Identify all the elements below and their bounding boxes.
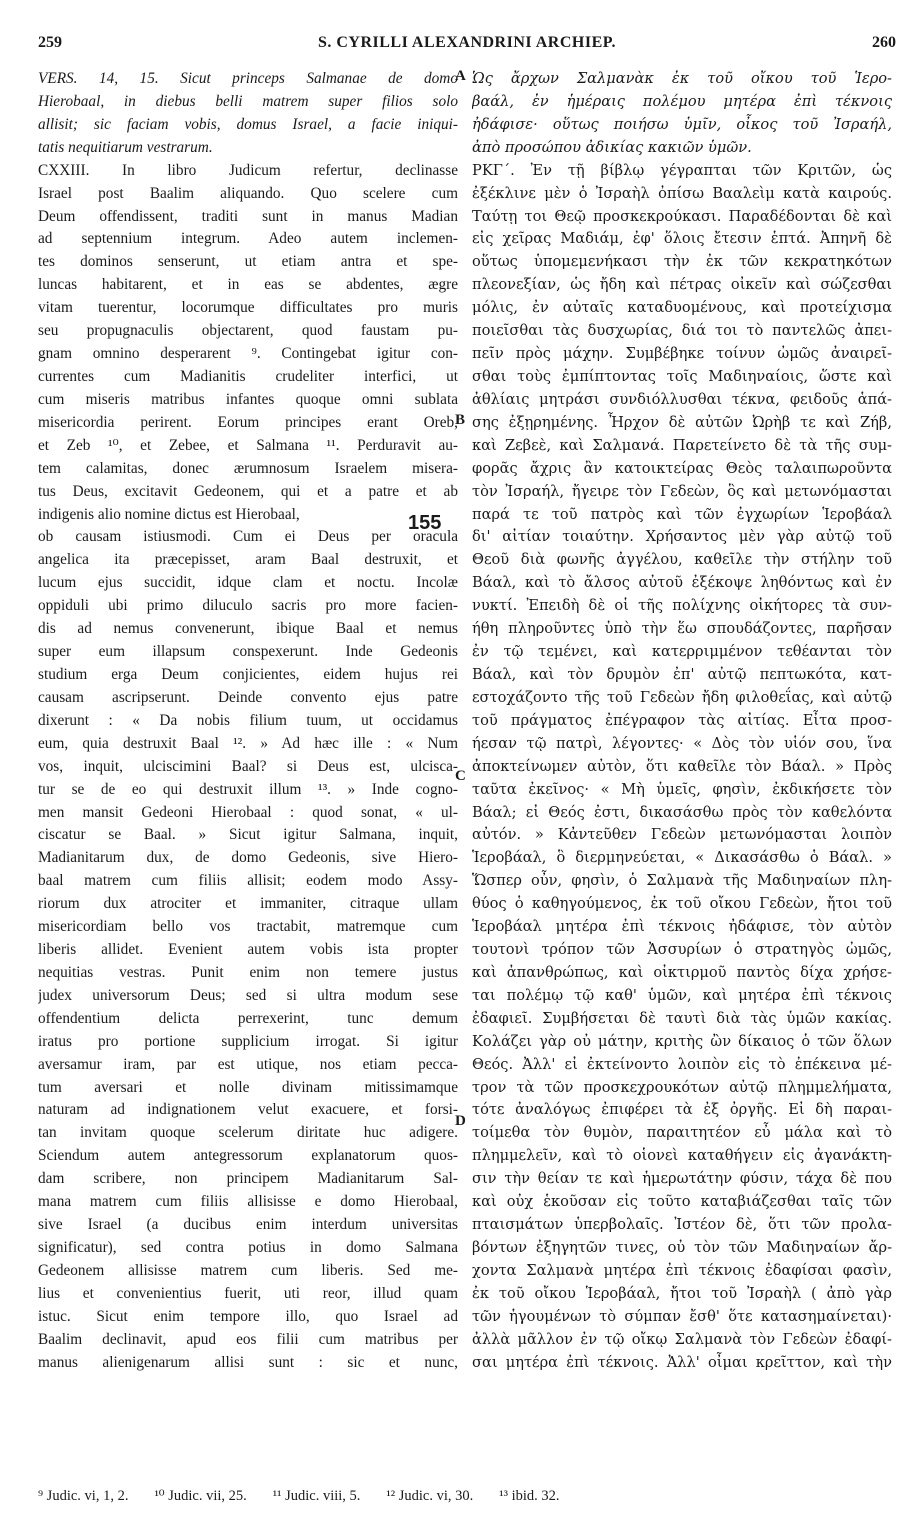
- greek-text-line: ἀπὸ προσώπου ἀδικίας κακιῶν ὑμῶν.: [472, 138, 752, 156]
- latin-text-line: eum, quia destruxit Baal ¹². » Ad hæc ille : « Num: [38, 734, 458, 752]
- latin-text-line: CXXIII. In libro Judicum refertur, declinasse: [38, 161, 458, 179]
- greek-text-line: πεῖν πρὸς μάχην. Συμβέβηκε τοίνυν ὠμῶς ἀναιρεῖ-: [472, 345, 892, 363]
- latin-text-line: istuc. Sicut enim tempore illo, quo Israel ad: [38, 1307, 458, 1325]
- page-number-left: 259: [38, 34, 62, 51]
- greek-text-line: Βάαλ; εἰ Θεός ἐστι, δικασάσθω πρὸς τὸν καθελόντα: [472, 803, 892, 821]
- latin-text-line: ob causam istiusmodi. Cum ei Deus per oracula: [38, 528, 458, 546]
- latin-text-line: currentes cum Madianitis crudeliter interfici, ut: [38, 367, 458, 385]
- latin-text-line: nequitias vestras. Punit enim non temere justus: [38, 963, 458, 981]
- latin-text-line: dixerunt : « Da nobis filium tuum, ut occidamus: [38, 711, 458, 729]
- edition-page-number: 155: [408, 512, 442, 534]
- greek-text-line: εστοχάζοντο τῆς τοῦ Γεδεὼν ἤδη φιλοθεΐας, καὶ αὐτῷ: [472, 688, 892, 706]
- greek-text-line: Ἱεροβάαλ, ὃ διερμηνεύεται, « Δικασάσθω ὁ Βάαλ. »: [472, 849, 892, 867]
- greek-text-line: τότε ἀναλόγως ἐπιφέρει τὰ ἐξ ὀργῆς. Εἰ δὴ παραι-: [472, 1101, 892, 1119]
- latin-text-line: aversamur iram, par est utique, nos etiam pecca-: [38, 1055, 458, 1073]
- greek-text-line: ἀποκτείνωμεν αὐτὸν, ὅτι καθεῖλε τὸν Βάαλ. » Πρὸς: [472, 757, 892, 775]
- latin-text-line: vos, inquit, ulciscimini Baal? si Deus est, ulcisca-: [38, 757, 458, 775]
- latin-text-line: riorum dux atrociter et immaniter, citraque ullam: [38, 895, 458, 913]
- greek-text-line: πταισμάτων ὑπερβολαῖς. Ἰστέον δὲ, ὅτι τῶν προλα-: [472, 1216, 892, 1234]
- latin-text-line: mana matrem cum filiis allisisse e domo Hierobaal,: [38, 1193, 458, 1211]
- greek-text-line: ἀθλίαις μητράσι συνδιόλλυσθαι τέκνα, φειδοῦς ἁπά-: [472, 390, 892, 408]
- greek-text-line: ἐδαφιεῖ. Συμβήσεται δὲ ταυτὶ διὰ τὰς ὑμῶν κακίας.: [472, 1009, 892, 1027]
- greek-text-line: σθαι τοὺς ἐμπίπτοντας τοῖς Μαδιηναίοις, ὥστε καὶ: [472, 367, 892, 385]
- latin-text-line: tum aversari et nolle divinam mitissimamque: [38, 1078, 458, 1096]
- greek-text-line: βόντων ἐξηγητῶν τινες, οὐ τὸν τῶν Μαδιηναίων ἄρ-: [472, 1239, 892, 1257]
- footnotes: [38, 1488, 898, 1505]
- greek-text-line: φορᾶς ἄχρις ἂν κατοικτείρας Θεὸς ταλαιπωροῦντα: [472, 459, 892, 477]
- greek-column: [472, 68, 892, 1375]
- latin-text-line: causam ascripserunt. Deinde convento ejus patre: [38, 688, 458, 706]
- greek-text-line: ποιεῖσθαι τὰς δυσχωρίας, διά τοι τὸ παντελῶς ἀπει-: [472, 322, 892, 340]
- footnote-item: ¹³ ibid. 32.: [499, 1488, 560, 1504]
- greek-text-line: σης ἐξῃρημένης. Ἦρχον δὲ αὐτῶν Ὠρὴβ τε καὶ Ζήβ,: [472, 413, 892, 431]
- latin-text-line: tan invitam quoque scelerum diritate huc adigere.: [38, 1124, 458, 1142]
- greek-text-line: Ταύτῃ τοι Θεῷ προσκεκρούκασι. Παραδέδονται δὲ καὶ: [472, 207, 892, 225]
- latin-text-line: offendentium delicta perrexerint, tunc demum: [38, 1009, 458, 1027]
- running-title: S. CYRILLI ALEXANDRINI ARCHIEP.: [317, 34, 617, 51]
- latin-text-line: et Zeb ¹⁰, et Zebee, et Salmana ¹¹. Perduravit au-: [38, 436, 458, 454]
- latin-text-line: ciscatur se Baal. » Sicut igitur Salmana, inquit,: [38, 826, 458, 844]
- greek-text-line: εἰς χεῖρας Μαδιάμ, ἐφ' ὅλοις ἔτεσιν ἑπτά. Ἀπηνῆ δὲ: [472, 230, 892, 248]
- latin-text-line: dam scribere, non principem Madianitarum Sal-: [38, 1170, 458, 1188]
- latin-text-line: seu propugnaculis objectarent, quod faustam pu-: [38, 322, 458, 340]
- greek-text-line: Ἱεροβάαλ μητέρα ἐπὶ τέκνοις ἠδάφισε, τὸν αὐτὸν: [472, 918, 892, 936]
- greek-text-line: θύος ὁ καθηγούμενος, ἐκ τοῦ οἴκου Γεδεὼν, ἤτοι τοῦ: [472, 895, 892, 913]
- greek-text-line: τουτονὶ τρόπον τῶν Ἀσσυρίων ὁ στρατηγὸς ὠμῶς,: [472, 941, 892, 959]
- latin-text-line: misericordia perirent. Eorum principes erant Oreb,: [38, 413, 458, 431]
- greek-text-line: τὸν Ἰσραήλ, ἤγειρε τὸν Γεδεὼν, ὃς καὶ μετωνόμασται: [472, 482, 892, 500]
- latin-text-line: lius et convenientius fuerit, uti reor, illud quam: [38, 1284, 458, 1302]
- latin-text-line: sive Israel (a ducibus enim interdum universitas: [38, 1216, 458, 1234]
- latin-text-line: luncas habitarent, et in eas se abdentes, ægre: [38, 276, 458, 294]
- greek-text-line: ἀλλὰ μᾶλλον ἐν τῷ οἴκῳ Σαλμανὰ τὸν Γεδεὼν ἐδαφί-: [472, 1330, 892, 1348]
- latin-text-line: tatis nequitiarum vestrarum.: [38, 138, 213, 156]
- footnote-item: ¹⁰ Judic. vii, 25.: [154, 1488, 247, 1504]
- latin-text-line: naturam ad indignationem velut exacuere, et forsi-: [38, 1101, 458, 1119]
- greek-text-line: ήθη πληροῦντες ὑπὸ τὴν ἕω σπουδάζοντες, παρῆσαν: [472, 620, 892, 638]
- greek-text-line: δι' αἰτίαν τοιαύτην. Χρήσαντος μὲν γὰρ αὐτῷ τοῦ: [472, 528, 892, 546]
- greek-text-line: Θεός. Ἀλλ' εἰ ἐκτείνοντο λοιπὸν εἰς τὸ ἐπέκεινα μέ-: [472, 1055, 892, 1073]
- section-marker-b: B: [455, 412, 466, 428]
- greek-text-line: τοίμεθα τὸν θυμὸν, παραιτητέον εὖ μάλα καὶ τὸ: [472, 1124, 892, 1142]
- latin-text-line: men mansit Gedeoni Hierobaal : quod sonat, « ul-: [38, 803, 458, 821]
- latin-text-line: Baalim declinavit, apud eos filii cum matribus per: [38, 1330, 458, 1348]
- latin-text-line: tes dominos senserunt, ut etiam antra et spe-: [38, 253, 458, 271]
- latin-text-line: Gedeonem allisisse matrem cum liberis. Sed me-: [38, 1261, 458, 1279]
- greek-text-line: ἠδάφισε· οὕτως ποιήσω ὑμῖν, οἶκος τοῦ Ἰσραήλ,: [472, 115, 892, 133]
- latin-text-line: Madianitarum dux, de domo Gedeonis, sive Hiero-: [38, 849, 458, 867]
- latin-text-line: tus Deus, excitavit Gedeonem, qui et a patre et ab: [38, 482, 458, 500]
- section-marker-c: C: [455, 768, 466, 784]
- greek-text-line: ἐκ τοῦ οἴκου Ἱεροβάαλ, ἤτοι τοῦ Ἰσραὴλ ( ἀπὸ γὰρ: [472, 1284, 892, 1302]
- latin-text-line: Israel post Baalim aliquando. Quo scelere cum: [38, 184, 458, 202]
- latin-text-line: tur se de eo qui destruxit illum ¹³. » Inde cogno-: [38, 780, 458, 798]
- greek-text-line: ἐν τῷ τεμένει, καὶ κατερριμμένον τεθέανται τὸν: [472, 643, 892, 661]
- greek-text-line: οὕτως ὑπομεμενήκασι τὴν ἐκ τῶν κεκρατηκότων: [472, 253, 892, 271]
- footnote-item: ¹² Judic. vi, 30.: [386, 1488, 474, 1504]
- section-marker-d: D: [455, 1113, 466, 1129]
- greek-text-line: Κολάζει γὰρ οὐ μάτην, κριτὴς ὢν δίκαιος ὁ τῶν ὅλων: [472, 1032, 892, 1050]
- latin-column: [38, 68, 458, 1375]
- latin-text-line: gnam omnino desperarent ⁹. Contingebat igitur con-: [38, 345, 458, 363]
- latin-text-line: angelica ita præcepisset, aram Baal destruxit, et: [38, 551, 458, 569]
- latin-text-line: indigenis alio nomine dictus est Hierobaal,: [38, 505, 300, 523]
- greek-text-line: Ὥσπερ οὖν, φησὶν, ὁ Σαλμανὰ τῆς Μαδιηναίων πλη-: [472, 872, 892, 890]
- greek-text-line: ἐξέκλινε μὲν ὁ Ἰσραὴλ ὀπίσω Βααλεὶμ κατὰ καιρούς.: [472, 184, 892, 202]
- latin-text-line: iratus pro portione supplicium irrogat. Si igitur: [38, 1032, 458, 1050]
- footnote-item: ⁹ Judic. vi, 1, 2.: [38, 1488, 129, 1504]
- latin-text-line: significatur), sed contra potius in domo Salmana: [38, 1239, 458, 1257]
- latin-text-line: allisit; sic faciam vobis, domus Israel, a facie iniqui-: [38, 115, 458, 133]
- greek-text-line: βαάλ, ἐν ἡμέραις πολέμου μητέρα ἐπὶ τέκνοις: [472, 92, 892, 110]
- greek-text-line: καὶ ἀπανθρώπως, καὶ οἰκτιρμοῦ παντὸς δίχα χρήσε-: [472, 963, 892, 981]
- footnote-item: ¹¹ Judic. viii, 5.: [272, 1488, 361, 1504]
- greek-text-line: καὶ οὐχ ἑκοῦσαν εἰς τοῦτο καταβιάζεσθαι ταῖς τῶν: [472, 1193, 892, 1211]
- latin-text-line: judex universorum Deus; sed si ultra modum sese: [38, 986, 458, 1004]
- greek-text-line: καὶ Ζεβεὲ, καὶ Σαλμανά. Παρετείνετο δὲ τὰ τῆς συμ-: [472, 436, 892, 454]
- latin-text-line: liberis allidet. Evenient autem vobis ista propter: [38, 941, 458, 959]
- greek-text-line: Ὡς ἄρχων Σαλμανὰκ ἐκ τοῦ οἴκου τοῦ Ἱερο-: [472, 70, 892, 87]
- latin-text-line: baal matrem cum filiis allisit; eodem modo Assy-: [38, 872, 458, 890]
- latin-text-line: dis ad nemus convenerunt, ibique Baal et nemus: [38, 620, 458, 638]
- greek-text-line: ται πολέμῳ τῷ καθ' ὑμῶν, καὶ μητέρα ἐπὶ τέκνοις: [472, 986, 892, 1004]
- latin-text-line: Deum offendissent, traditi sunt in manus Madian: [38, 207, 458, 225]
- latin-text-line: super eum illapsum conspexerunt. Inde Gedeonis: [38, 643, 458, 661]
- latin-text-line: lucum ejus succidit, idque clam et noctu. Incolæ: [38, 574, 458, 592]
- latin-text-line: oppiduli ubi primo diluculo sacris pro more facien-: [38, 597, 458, 615]
- greek-text-line: ήεσαν τῷ πατρὶ, λέγοντες· « Δὸς τὸν υἱόν σου, ἵνα: [472, 734, 892, 752]
- page-number-right: 260: [872, 34, 896, 51]
- latin-text-line: studium erga Deum conjicientes, eidem hujus rei: [38, 665, 458, 683]
- greek-text-line: ταῦτα ἐκεῖνος· « Μὴ ὑμεῖς, φησὶν, ἐκδικήσετε τὸν: [472, 780, 892, 798]
- latin-text-line: tem calamitas, donec ærumnosum Israelem misera-: [38, 459, 458, 477]
- greek-text-line: σαι μητέρα ἐπὶ τέκνοις. Ἀλλ' οἶμαι κρεῖττον, καὶ τὴν: [472, 1353, 892, 1371]
- latin-text-line: VERS. 14, 15. Sicut princeps Salmanae de domo: [38, 70, 458, 87]
- latin-text-line: Hierobaal, in diebus belli matrem super filios solo: [38, 92, 458, 110]
- greek-text-line: χοντα Σαλμανὰ μητέρα ἐπὶ τέκνοις ἐδαφίσαι φασὶν,: [472, 1261, 892, 1279]
- greek-text-line: τῶν ἡγουμένων τὸ σύμπαν ἔσθ' ὅτε κατασημαίνεται)·: [472, 1307, 892, 1325]
- greek-text-line: τρον τὰ τῶν προσκεχρουκότων αὐτῷ πλημμελήματα,: [472, 1078, 892, 1096]
- greek-text-line: πλημμελεῖν, καὶ τὸ οἱονεὶ καταθήγειν εἰς ἀγανάκτη-: [472, 1147, 892, 1165]
- greek-text-line: αὐτόν. » Κἀντεῦθεν Γεδεὼν μετωνόμασται λοιπὸν: [472, 826, 892, 844]
- greek-text-line: Βάαλ, καὶ τὸ ἄλσος αὐτοῦ ἐξέκοψε ληθόντως καὶ ἐν: [472, 574, 892, 592]
- page-header: [38, 34, 896, 60]
- section-marker-a: A: [455, 68, 466, 84]
- greek-text-line: σιν τὴν θείαν τε καὶ ἡμερωτάτην φύσιν, τάχα δὲ που: [472, 1170, 892, 1188]
- greek-text-line: ΡΚΓ΄. Ἐν τῇ βίβλῳ γέγραπται τῶν Κριτῶν, ὡς: [472, 161, 892, 179]
- latin-text-line: manus alienigenarum allisi sunt : sic et nunc,: [38, 1353, 458, 1371]
- latin-text-line: Sciendum autem antegressorum explanatorum quos-: [38, 1147, 458, 1165]
- greek-text-line: Θεοῦ διὰ φωνῆς ἀγγέλου, καθεῖλε τὴν στήλην τοῦ: [472, 551, 892, 569]
- latin-text-line: ad septennium integrum. Adeo autem inclemen-: [38, 230, 458, 248]
- greek-text-line: παρά τε τοῦ πατρὸς καὶ τῶν ἐγχωρίων Ἱεροβάαλ: [472, 505, 892, 523]
- latin-text-line: misericordiam bello vos tractabit, matremque cum: [38, 918, 458, 936]
- greek-text-line: μόλις, ἐν αὐταῖς καταδυομένους, καὶ προτείχισμα: [472, 299, 892, 317]
- greek-text-line: τοῦ πράγματος ἐπέγραφον τὰς αἰτίας. Εἶτα προσ-: [472, 711, 892, 729]
- greek-text-line: πλεονεξίαν, ὡς ἤδη καὶ πέτρας οἰκεῖν καὶ σώζεσθαι: [472, 276, 892, 294]
- greek-text-line: νυκτί. Ἐπειδὴ δὲ οἱ τῆς πολίχνης οἰκήτορες τὰ συν-: [472, 597, 892, 615]
- latin-text-line: cum miseris matribus infantes quoque omni sublata: [38, 390, 458, 408]
- latin-text-line: vitam tuerentur, locorumque difficultates pro muris: [38, 299, 458, 317]
- greek-text-line: Βάαλ, καὶ τὸν δρυμὸν ἐπ' αὐτῷ πεπτωκότα, κατ-: [472, 665, 892, 683]
